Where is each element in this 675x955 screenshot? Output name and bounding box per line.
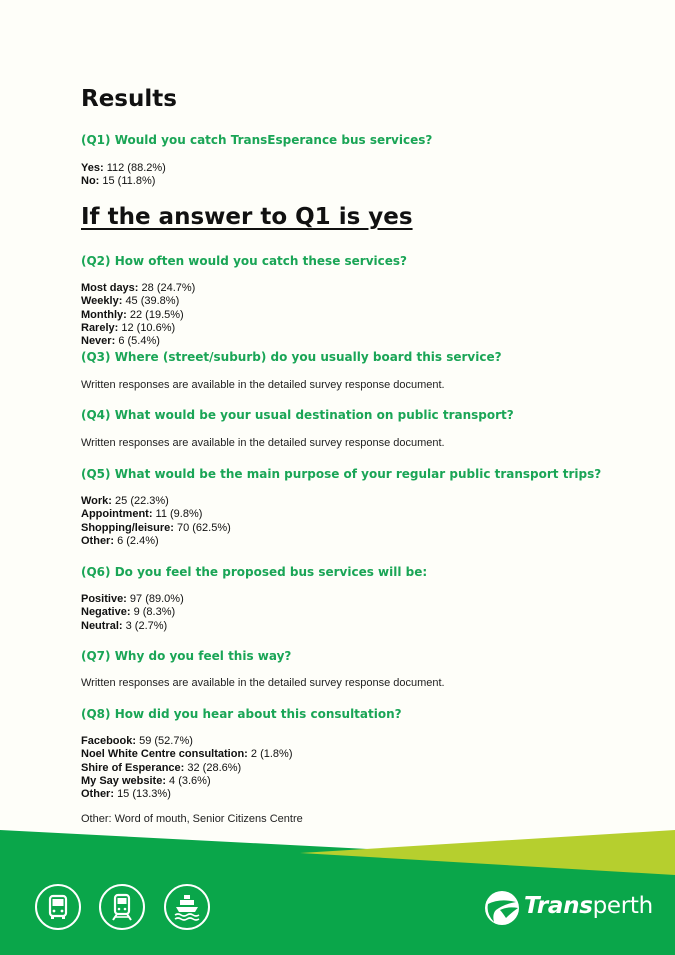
q8-note: Other: Word of mouth, Senior Citizens Centre (81, 813, 303, 825)
answer-item: Other: 6 (2.4%) (81, 534, 159, 547)
answer-item: Shopping/leisure: 70 (62.5%) (81, 521, 231, 534)
q6-answers (81, 593, 184, 633)
q1-question: (Q1) Would you catch TransEsperance bus services? (81, 133, 433, 147)
section-heading: If the answer to Q1 is yes (81, 204, 413, 230)
answer-item: Monthly: 22 (19.5%) (81, 308, 184, 321)
q3-note: Written responses are available in the detailed survey response document. (81, 379, 445, 391)
results-heading: Results (81, 86, 177, 112)
answer-item: Weekly: 45 (39.8%) (81, 295, 180, 308)
q7-note: Written responses are available in the detailed survey response document. (81, 677, 445, 689)
q7-question: (Q7) Why do you feel this way? (81, 649, 292, 663)
answer-item: Rarely: 12 (10.6%) (81, 321, 176, 334)
answer-item: Noel White Centre consultation: 2 (1.8%) (81, 748, 293, 761)
train-icon (99, 884, 145, 930)
ferry-icon (164, 884, 210, 930)
q2-answers (81, 282, 195, 348)
q6-question: (Q6) Do you feel the proposed bus services will be: (81, 565, 428, 579)
answer-item: Facebook: 59 (52.7%) (81, 735, 193, 747)
answer-item: Negative: 9 (8.3%) (81, 606, 176, 619)
answer-item: Other: 15 (13.3%) (81, 788, 171, 801)
q4-question: (Q4) What would be your usual destination on public transport? (81, 408, 514, 422)
q2-question: (Q2) How often would you catch these services? (81, 254, 407, 268)
bus-icon (35, 884, 81, 930)
q4-note: Written responses are available in the detailed survey response document. (81, 437, 445, 449)
answer-item: Never: 6 (5.4%) (81, 335, 160, 348)
q8-answers (81, 735, 292, 801)
answer-item: No: 15 (11.8%) (81, 175, 156, 188)
q1-answers (81, 162, 166, 189)
q3-question: (Q3) Where (street/suburb) do you usually board this service? (81, 350, 502, 364)
transperth-logo-icon (482, 888, 522, 928)
answer-item: Positive: 97 (89.0%) (81, 593, 184, 605)
q5-answers (81, 495, 231, 548)
transperth-logo: Transperth (524, 893, 653, 919)
answer-item: Shire of Esperance: 32 (28.6%) (81, 761, 242, 774)
answer-item: Work: 25 (22.3%) (81, 495, 169, 507)
q5-question: (Q5) What would be the main purpose of your regular public transport trips? (81, 467, 602, 481)
answer-item: Yes: 112 (88.2%) (81, 162, 166, 174)
answer-item: My Say website: 4 (3.6%) (81, 774, 211, 787)
answer-item: Neutral: 3 (2.7%) (81, 619, 168, 632)
answer-item: Appointment: 11 (9.8%) (81, 508, 203, 521)
q8-question: (Q8) How did you hear about this consultation? (81, 707, 402, 721)
answer-item: Most days: 28 (24.7%) (81, 282, 196, 294)
